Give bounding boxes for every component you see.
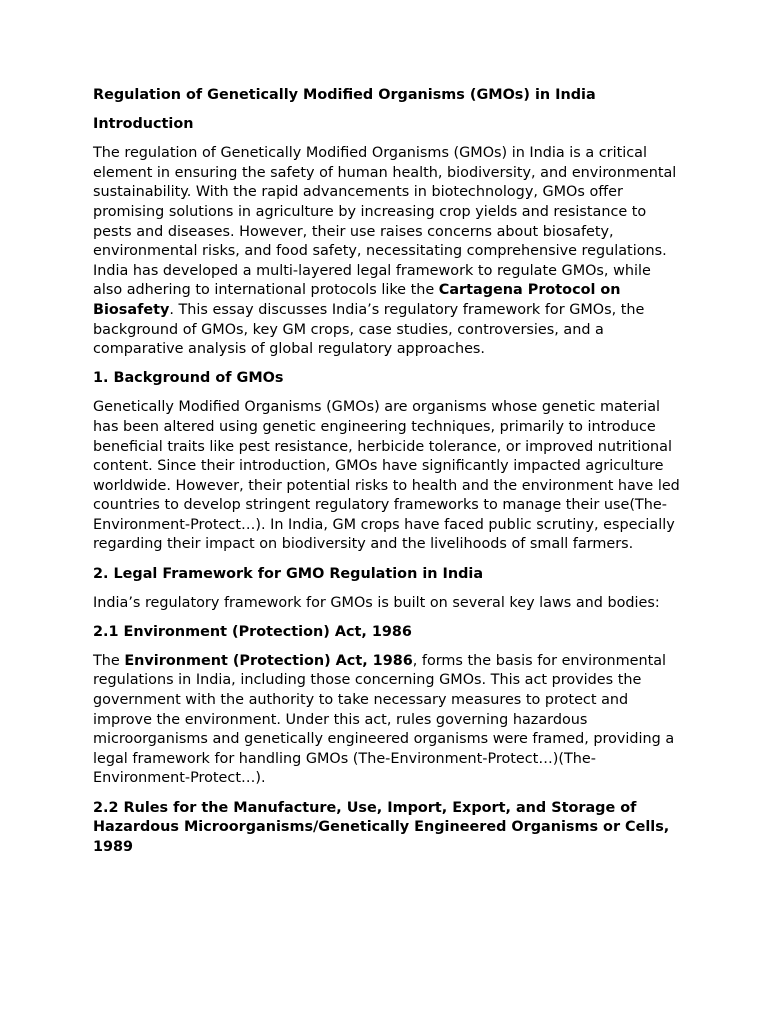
intro-text-a: The regulation of Genetically Modified Organisms (GMOs) in India is a critical element in ensuring the safety of human health, biodiversity, and environmental sustainability. With the rapid advancements in biotechnology, GMOs offer promising solutions in agriculture by increasing crop yields and resistance to pests and diseases. However, their use raises concerns about biosafety, environmental risks, and food safety, necessitating comprehensive regulations. India has developed a multi-layered legal framework to regulate GMOs, while also adhering to international protocols like the bbox=[93, 145, 677, 299]
document-page bbox=[93, 86, 683, 857]
section-2-1-heading: 2.1 Environment (Protection) Act, 1986 bbox=[93, 623, 412, 640]
section-2-1-paragraph bbox=[93, 652, 683, 789]
intro-heading: Introduction bbox=[93, 116, 194, 133]
section-2-heading: 2. Legal Framework for GMO Regulation in India bbox=[93, 565, 484, 582]
section-2-2-heading: 2.2 Rules for the Manufacture, Use, Import, Export, and Storage of Hazardous Microorganisms/Genetically Engineered Organisms or Cells, 1989 bbox=[93, 799, 670, 855]
section-2-1-text-a: The bbox=[93, 652, 125, 669]
section-2-paragraph: India’s regulatory framework for GMOs is built on several key laws and bodies: bbox=[93, 594, 660, 611]
section-1-paragraph: Genetically Modified Organisms (GMOs) are organisms whose genetic material has been altered using genetic engineering techniques, primarily to introduce beneficial traits like pest resistance, herbicide tolerance, or improved nutritional content. Since their introduction, GMOs have significantly impacted agriculture worldwide. However, their potential risks to health and the environment have led countries to develop stringent regulatory frameworks to manage their use(The-Environment-Protect…). In India, GM crops have faced public scrutiny, especially regarding their impact on biodiversity and the livelihoods of small farmers. bbox=[93, 399, 680, 553]
intro-paragraph bbox=[93, 144, 683, 360]
document-title: Regulation of Genetically Modified Organisms (GMOs) in India bbox=[93, 87, 596, 103]
intro-text-b: . This essay discusses India’s regulatory framework for GMOs, the background of GMOs, key GM crops, case studies, controversies, and a comparative analysis of global regulatory approaches. bbox=[93, 301, 645, 358]
cartagena-protocol-bold: Cartagena Protocol on Biosafety bbox=[93, 282, 621, 318]
section-2-1-text-b: , forms the basis for environmental regulations in India, including those concerning GMOs. This act provides the government with the authority to take necessary measures to protect and improve the environment. Under this act, rules governing hazardous microorganisms and genetically engineered organisms were framed, providing a legal framework for handling GMOs (The-Environment-Protect…)(The-Environment-Protect…). bbox=[93, 652, 675, 787]
section-1-heading: 1. Background of GMOs bbox=[93, 370, 284, 387]
environment-act-bold: Environment (Protection) Act, 1986 bbox=[124, 652, 413, 669]
